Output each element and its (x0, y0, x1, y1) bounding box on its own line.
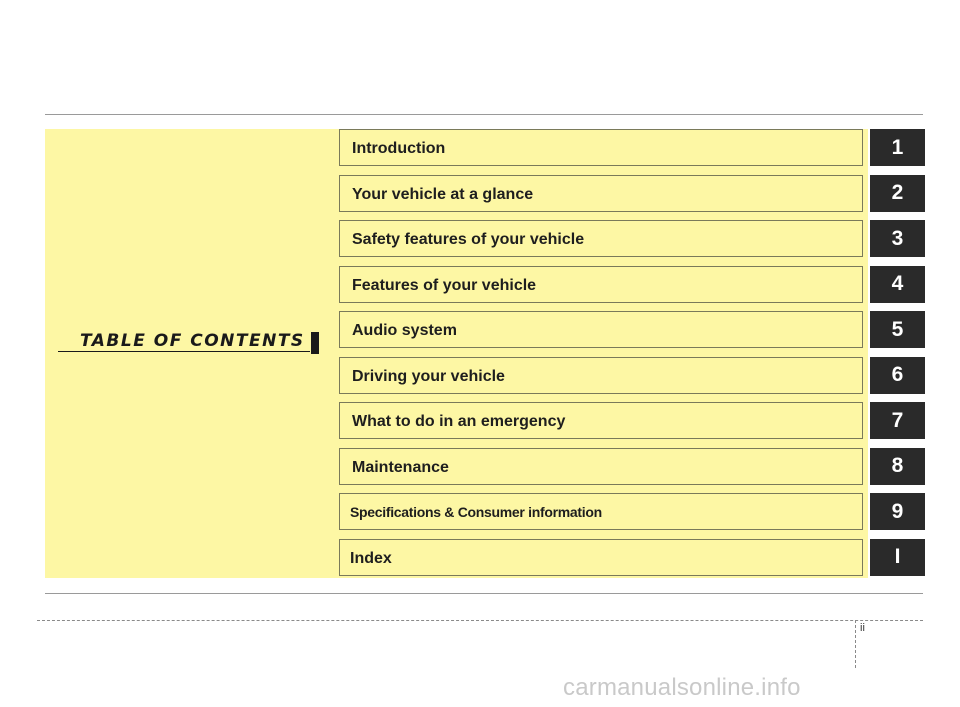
bottom-rule (45, 593, 923, 594)
toc-item-emergency[interactable] (339, 402, 925, 439)
toc-title-marker (311, 332, 319, 354)
toc-item-label[interactable]: Maintenance (339, 448, 863, 485)
footer-dashed-rule (37, 620, 923, 621)
chapter-tab-5[interactable]: 5 (870, 311, 925, 348)
toc-item-safety-features[interactable] (339, 220, 925, 257)
chapter-tab-2[interactable]: 2 (870, 175, 925, 212)
toc-item-label[interactable]: Audio system (339, 311, 863, 348)
toc-item-audio-system[interactable] (339, 311, 925, 348)
footer-dashed-divider (855, 620, 856, 668)
toc-item-label[interactable]: Introduction (339, 129, 863, 166)
toc-item-label[interactable]: Your vehicle at a glance (339, 175, 863, 212)
chapter-tab-6[interactable]: 6 (870, 357, 925, 394)
toc-item-label[interactable]: What to do in an emergency (339, 402, 863, 439)
page-number: ii (860, 622, 865, 634)
toc-item-specifications[interactable] (339, 493, 925, 530)
chapter-tab-4[interactable]: 4 (870, 266, 925, 303)
watermark: carmanualsonline.info (563, 674, 801, 701)
toc-item-introduction[interactable] (339, 129, 925, 166)
toc-list (339, 129, 925, 584)
chapter-tab-9[interactable]: 9 (870, 493, 925, 530)
toc-item-index[interactable] (339, 539, 925, 576)
toc-item-driving[interactable] (339, 357, 925, 394)
toc-item-label[interactable]: Driving your vehicle (339, 357, 863, 394)
chapter-tab-7[interactable]: 7 (870, 402, 925, 439)
toc-item-label[interactable]: Safety features of your vehicle (339, 220, 863, 257)
toc-item-features[interactable] (339, 266, 925, 303)
chapter-tab-1[interactable]: 1 (870, 129, 925, 166)
chapter-tab-8[interactable]: 8 (870, 448, 925, 485)
toc-item-label[interactable]: Features of your vehicle (339, 266, 863, 303)
toc-item-label[interactable]: Index (339, 539, 863, 576)
toc-title-underline (58, 351, 310, 352)
toc-title: TABLE OF CONTENTS (80, 331, 305, 351)
toc-item-vehicle-at-a-glance[interactable] (339, 175, 925, 212)
chapter-tab-index[interactable]: I (870, 539, 925, 576)
toc-item-maintenance[interactable] (339, 448, 925, 485)
top-rule (45, 114, 923, 115)
toc-item-label[interactable]: Specifications & Consumer information (339, 493, 863, 530)
chapter-tab-3[interactable]: 3 (870, 220, 925, 257)
